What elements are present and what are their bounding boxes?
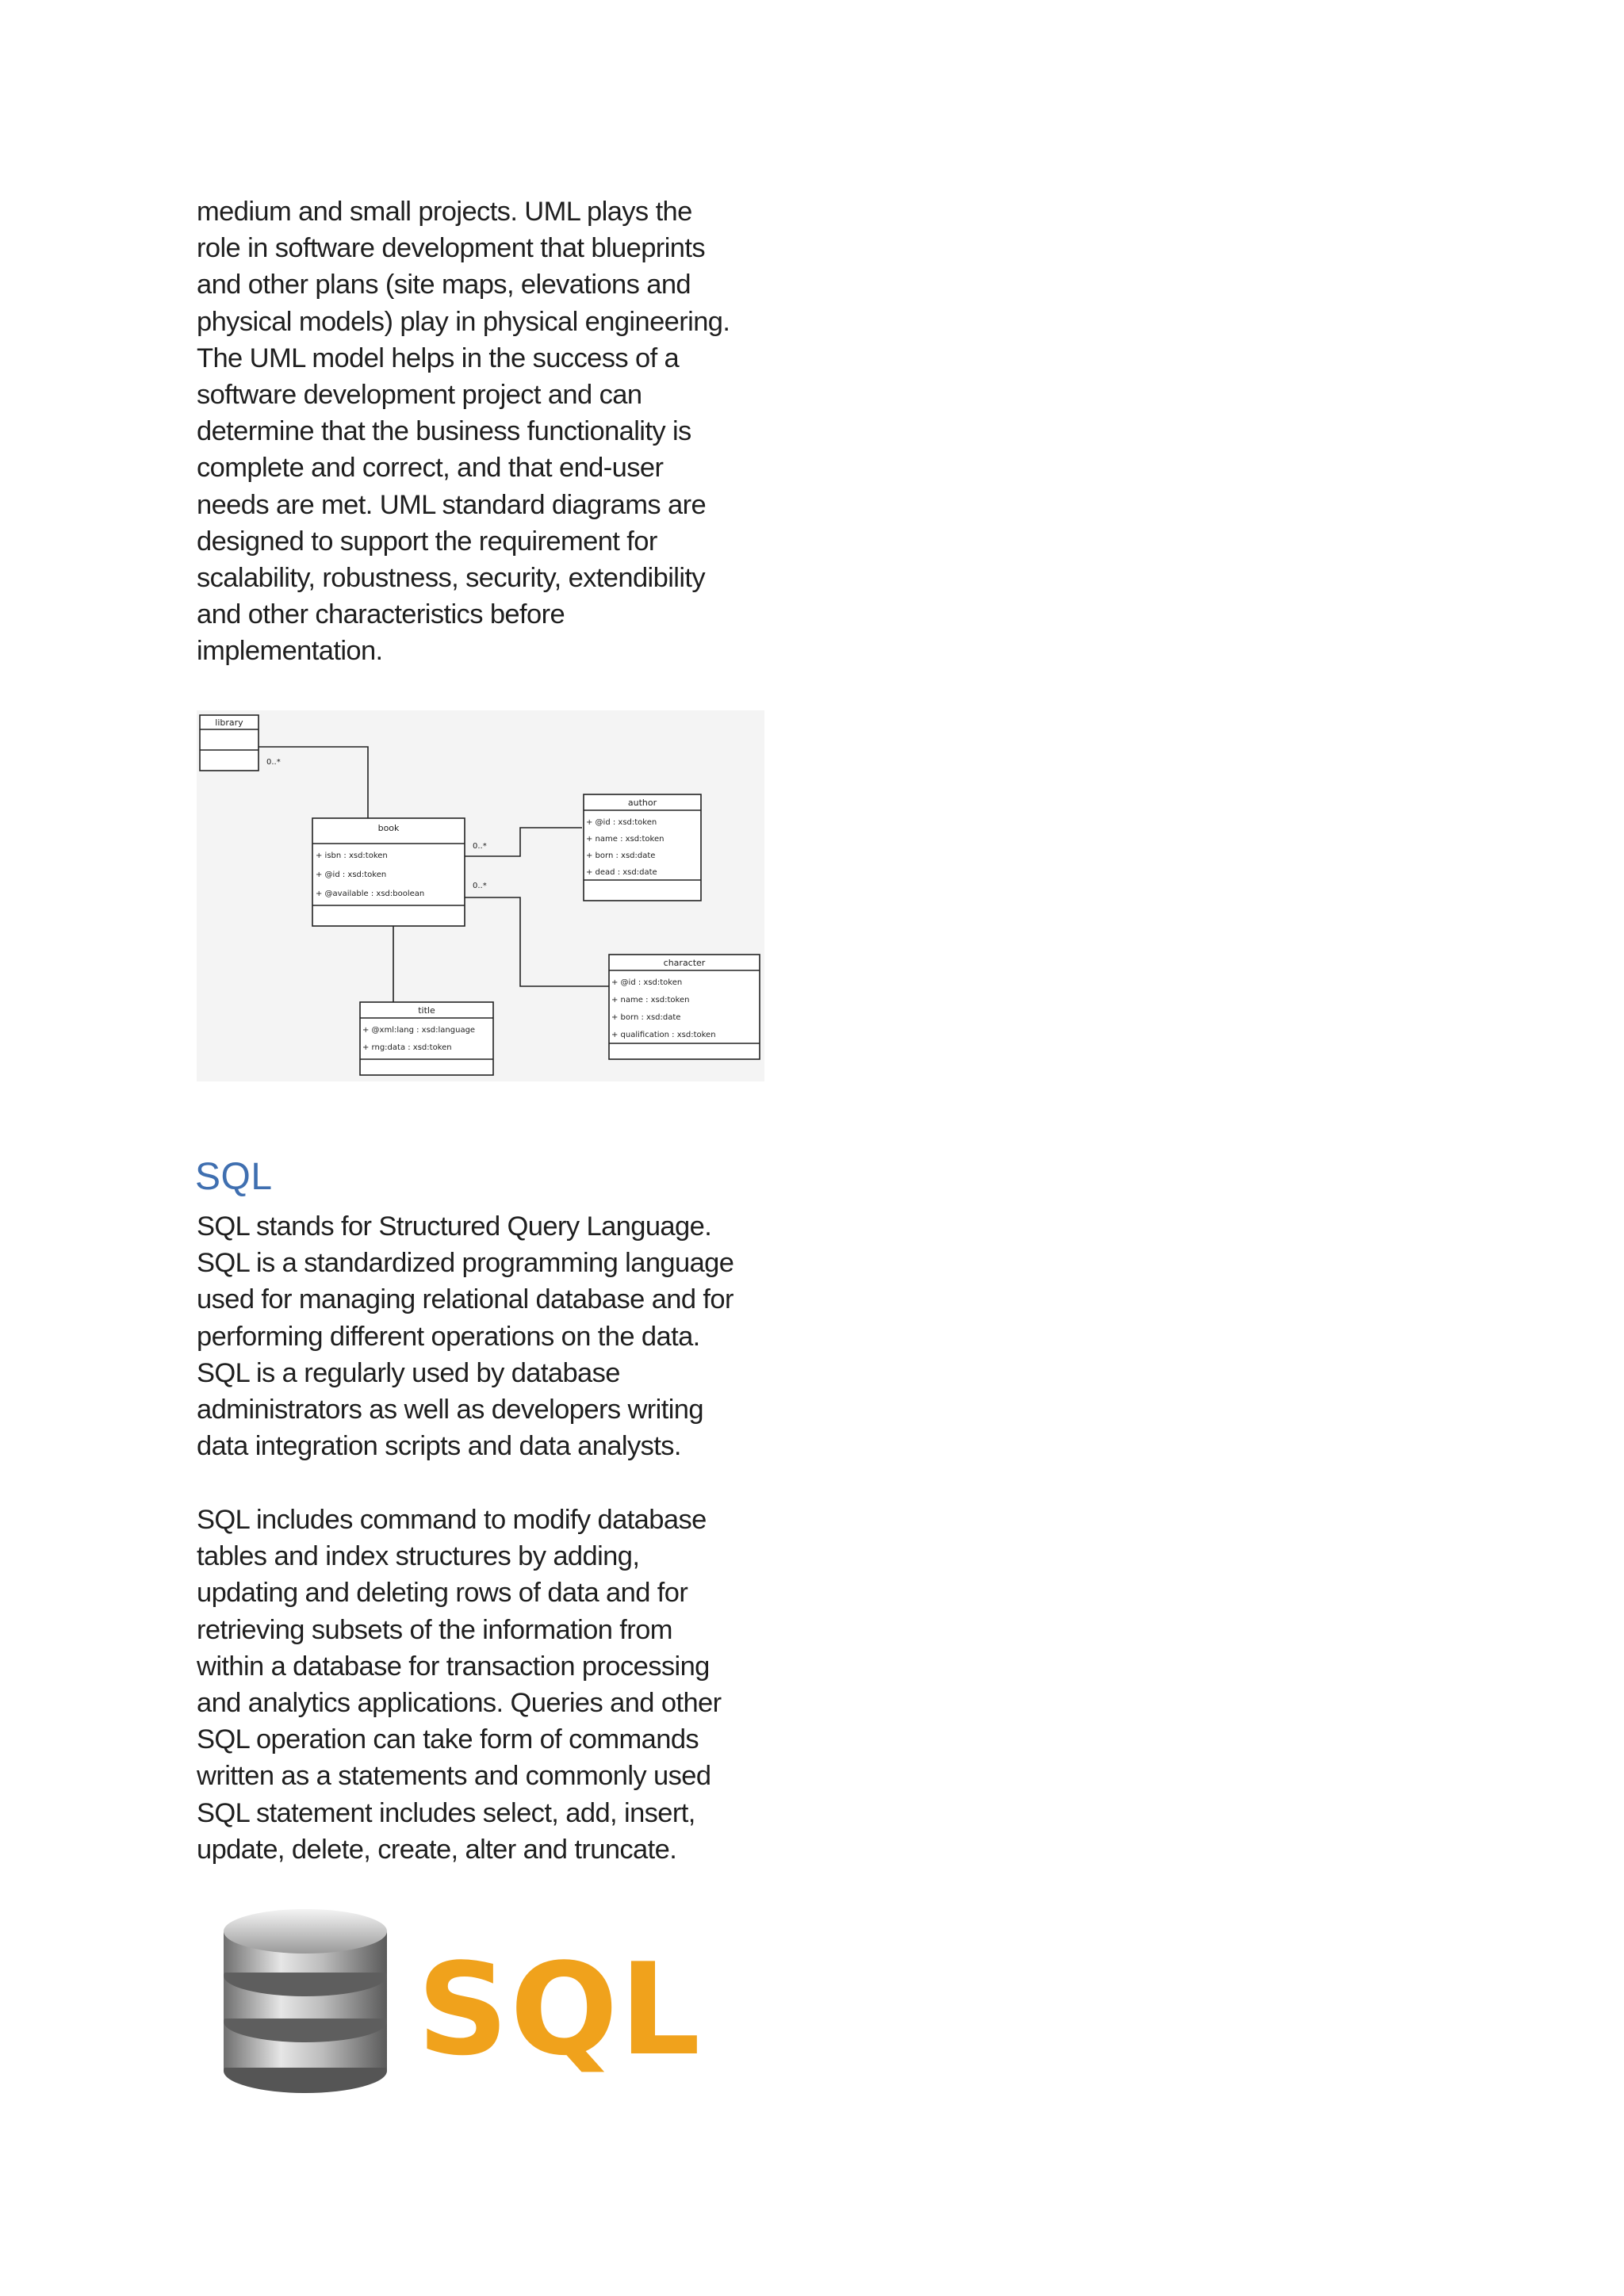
- character-attribute: + born : xsd:date: [611, 1013, 681, 1022]
- text-line: SQL operation can take form of commands: [197, 1724, 699, 1755]
- text-line: complete and correct, and that end-user: [197, 453, 664, 484]
- sql-logo-text: SQL: [417, 1935, 703, 2084]
- book-author-multiplicity: 0..*: [473, 842, 487, 851]
- text-line: tables and index structures by adding,: [197, 1541, 640, 1572]
- text-line: administrators as well as developers writing: [197, 1395, 703, 1425]
- sql-heading: SQL: [195, 1156, 273, 1198]
- book-character-connector: [465, 897, 609, 986]
- character-class-box: [609, 955, 760, 1059]
- text-line: SQL is a standardized programming language: [197, 1248, 734, 1279]
- text-line: and other characteristics before: [197, 599, 565, 630]
- library-multiplicity: 0..*: [266, 758, 281, 767]
- author-attribute: + dead : xsd:date: [586, 868, 657, 877]
- text-line: SQL includes command to modify database: [197, 1505, 707, 1535]
- sql-definition-paragraph: [197, 1208, 776, 1464]
- sql-logo: [216, 1903, 739, 2101]
- author-attribute: + name : xsd:token: [586, 835, 665, 844]
- text-line: software development project and can: [197, 380, 642, 411]
- sql-commands-paragraph: [197, 1502, 776, 1868]
- book-attribute: + isbn : xsd:token: [316, 851, 388, 860]
- character-attribute: + name : xsd:token: [611, 996, 690, 1004]
- text-line: The UML model helps in the success of a: [197, 342, 680, 373]
- uml-class-diagram: [197, 710, 764, 1081]
- title-class-box: [360, 1002, 493, 1075]
- library-class-title: library: [215, 718, 243, 728]
- author-attribute: + @id : xsd:token: [586, 818, 657, 827]
- book-attribute: + @available : xsd:boolean: [316, 890, 425, 898]
- text-line: written as a statements and commonly used: [197, 1761, 711, 1792]
- text-line: physical models) play in physical engineering.: [197, 306, 730, 337]
- author-class-title: author: [627, 798, 657, 808]
- text-line: needs are met. UML standard diagrams are: [197, 489, 707, 520]
- text-line: SQL is a regularly used by database: [197, 1357, 620, 1388]
- character-attribute: + @id : xsd:token: [611, 978, 683, 987]
- text-line: retrieving subsets of the information from: [197, 1614, 672, 1645]
- author-attribute: + born : xsd:date: [586, 851, 656, 860]
- text-line: update, delete, create, alter and truncate.: [197, 1834, 677, 1865]
- text-line: and other plans (site maps, elevations and: [197, 270, 691, 300]
- book-class-box: [312, 818, 465, 926]
- character-class-title: character: [663, 958, 706, 968]
- title-class-title: title: [418, 1005, 435, 1016]
- text-line: and analytics applications. Queries and other: [197, 1688, 722, 1719]
- text-line: performing different operations on the data.: [197, 1321, 700, 1352]
- text-line: SQL stands for Structured Query Language.: [197, 1211, 712, 1242]
- text-line: medium and small projects. UML plays the: [197, 197, 692, 227]
- text-line: scalability, robustness, security, extendibility: [197, 563, 706, 594]
- text-line: data integration scripts and data analysts.: [197, 1431, 681, 1462]
- author-class-box: [584, 794, 701, 901]
- character-attribute: + qualification : xsd:token: [611, 1031, 716, 1039]
- text-line: role in software development that blueprints: [197, 233, 705, 264]
- text-line: SQL statement includes select, add, insert,: [197, 1797, 695, 1828]
- title-attribute: + rng:data : xsd:token: [362, 1043, 452, 1052]
- text-line: used for managing relational database and for: [197, 1284, 733, 1315]
- text-line: implementation.: [197, 636, 383, 667]
- text-line: determine that the business functionality is: [197, 416, 691, 447]
- book-character-multiplicity: 0..*: [473, 882, 487, 890]
- uml-description-paragraph: [197, 193, 776, 670]
- text-line: designed to support the requirement for: [197, 526, 657, 557]
- text-line: updating and deleting rows of data and for: [197, 1578, 688, 1609]
- book-attribute: + @id : xsd:token: [316, 871, 387, 879]
- database-icon: [224, 1909, 387, 2093]
- text-line: within a database for transaction processing: [197, 1651, 710, 1682]
- book-class-title: book: [377, 823, 400, 833]
- library-class-box: [200, 715, 259, 771]
- title-attribute: + @xml:lang : xsd:language: [362, 1026, 476, 1035]
